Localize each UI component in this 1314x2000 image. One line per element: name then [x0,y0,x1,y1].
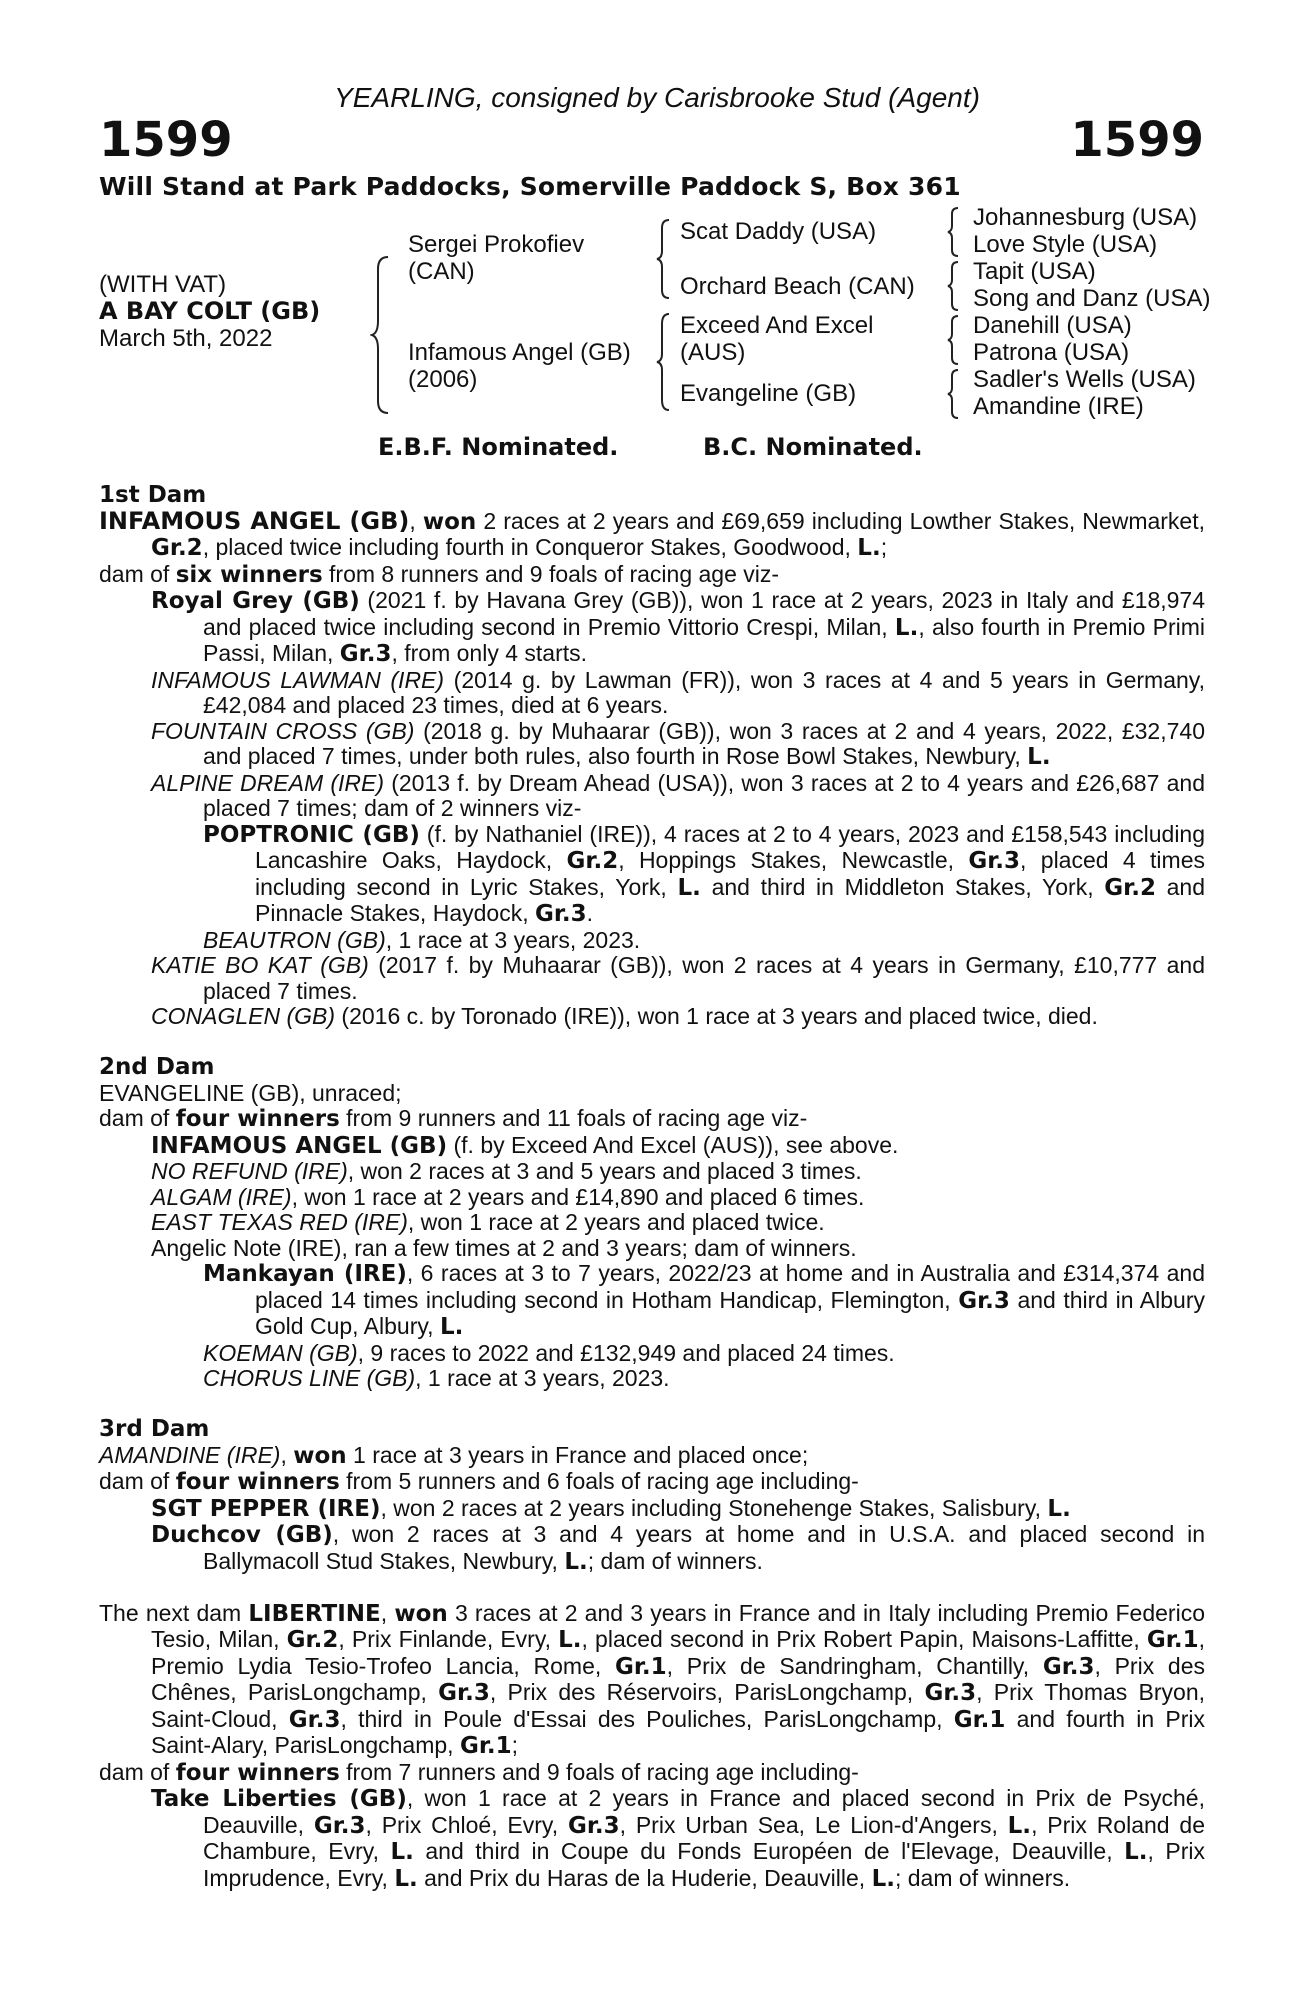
next-dam-produce-intro: dam of four winners from 7 runners and 9 foals of racing age including- [99,1758,859,1786]
second-dam-produce-intro: dam of four winners from 9 runners and 11 foals of racing age viz- [99,1105,808,1132]
foaling-date: March 5th, 2022 [99,325,273,352]
third-dam-produce-intro: dam of four winners from 5 runners and 6 foals of racing age including- [99,1468,859,1495]
pedigree-brace-main [370,255,392,415]
produce-katie-bo-kat: KATIE BO KAT (GB) (2017 f. by Muhaarar (GB)), won 2 races at 4 years in Germany, £10,777 and placed 7 times. [151,952,1206,1004]
produce-angelic-note: Angelic Note (IRE), ran a few times at 2 and 3 years; dam of winners. [151,1234,857,1261]
consignment-line: YEARLING, consigned by Carisbrooke Stud (Agent) [334,82,980,113]
pedigree-gg-4: Song and Danz (USA) [973,285,1211,312]
pedigree-gg-1: Johannesburg (USA) [973,204,1198,231]
first-dam-para: INFAMOUS ANGEL (GB), won 2 races at 2 years and £69,659 including Lowther Stakes, Newmarket, Gr.2, placed twice including fourth in Conqueror Stakes, Goodwood, L.; [99,506,1205,561]
ebf-nomination: E.B.F. Nominated. [378,433,619,461]
produce-alpine-dream: ALPINE DREAM (IRE) (2013 f. by Dream Ahead (USA)), won 3 races at 2 to 4 years and £26,687 and placed 7 times; dam of 2 winners viz- [151,769,1205,821]
first-dam-heading: 1st Dam [99,482,207,508]
pedigree-gg-3: Tapit (USA) [973,258,1096,285]
pedigree-braces-gg [946,206,962,446]
produce-fountain-cross: FOUNTAIN CROSS (GB) (2018 g. by Muhaarar (GB)), won 3 races at 2 and 4 years, 2022, £32,740 and placed 7 times, under both rules, also fourth in Rose Bowl Stakes, Newbury, L. [151,717,1205,770]
bc-nomination: B.C. Nominated. [703,433,923,461]
pedigree-gg-2: Love Style (USA) [973,231,1158,258]
pedigree-dam-sire: Exceed And Excel (AUS) [680,312,874,366]
third-dam-para: AMANDINE (IRE), won 1 race at 3 years in France and placed once; [99,1441,809,1469]
pedigree-gg-7: Sadler's Wells (USA) [973,366,1196,393]
second-dam-para: EVANGELINE (GB), unraced; [99,1079,402,1106]
lot-number-left: 1599 [99,112,233,168]
produce-take-liberties: Take Liberties (GB), won 1 race at 2 years in France and placed second in Prix de Psyché, Deauville, Gr.3, Prix Chloé, Evry, Gr.3, Prix Urban Sea, Le Lion-d'Angers, L., Prix Roland de Chambure, Evry, L. and third in Coupe du Fonds Européen de l'Elevage, Deauville, L., Prix Imprudence, Evry, L. and Prix du Haras de la Huderie, Deauville, L.; dam of winners. [151,1785,1206,1892]
produce-mankayan: Mankayan (IRE), 6 races at 3 to 7 years, 2022/23 at home and in Australia and £314,374 and placed 14 times including second in Hotham Handicap, Flemington, Gr.3 and third in Albury Gold Cup, Albury, L. [203,1260,1205,1340]
produce-infamous-lawman: INFAMOUS LAWMAN (IRE) (2014 g. by Lawman (FR)), won 3 races at 4 and 5 years in Germany, £42,084 and placed 23 times, died at 6 years. [151,666,1205,718]
pedigree-sire-sire: Scat Daddy (USA) [680,218,877,245]
produce-chorus-line: CHORUS LINE (GB), 1 race at 3 years, 2023. [203,1365,670,1391]
second-dam-heading: 2nd Dam [99,1054,215,1080]
pedigree-gg-5: Danehill (USA) [973,312,1132,339]
vat-note: (WITH VAT) [99,271,227,298]
produce-royal-grey: Royal Grey (GB) (2021 f. by Havana Grey (GB)), won 1 race at 2 years, 2023 in Italy and £18,974 and placed twice including second in Premio Vittorio Crespi, Milan, L., also fourth in Premio Primi Passi, Milan, Gr.3, from only 4 starts. [151,587,1206,667]
pedigree-sire: Sergei Prokofiev (CAN) [408,231,585,285]
horse-name: A BAY COLT (GB) [99,297,321,325]
produce-poptronic: POPTRONIC (GB) (f. by Nathaniel (IRE)), 4 races at 2 to 4 years, 2023 and £158,543 including Lancashire Oaks, Haydock, Gr.2, Hoppings Stakes, Newcastle, Gr.3, placed 4 times including second in Lyric Stakes, York, L. and third in Middleton Stakes, York, Gr.2 and Pinnacle Stakes, Haydock, Gr.3. [203,820,1206,927]
produce-duchcov: Duchcov (GB), won 2 races at 3 and 4 years at home and in U.S.A. and placed second in Ballymacoll Stud Stakes, Newbury, L.; dam of winners. [151,1521,1205,1575]
pedigree-gg-8: Amandine (IRE) [973,393,1144,420]
lot-number-right: 1599 [1070,112,1204,168]
produce-east-texas-red: EAST TEXAS RED (IRE), won 1 race at 2 years and placed twice. [151,1209,825,1235]
produce-koeman: KOEMAN (GB), 9 races to 2022 and £132,949 and placed 24 times. [203,1339,895,1366]
stand-location: Will Stand at Park Paddocks, Somerville Paddock S, Box 361 [99,172,961,201]
produce-no-refund: NO REFUND (IRE), won 2 races at 3 and 5 years and placed 3 times. [151,1158,862,1184]
produce-algam: ALGAM (IRE), won 1 race at 2 years and £14,890 and placed 6 times. [151,1183,865,1210]
catalogue-body [99,483,1205,1892]
produce-sgt-pepper: SGT PEPPER (IRE), won 2 races at 2 years including Stonehenge Stakes, Salisbury, L. [151,1494,1071,1522]
produce-infamous-angel: INFAMOUS ANGEL (GB) (f. by Exceed And Excel (AUS)), see above. [151,1131,899,1159]
produce-conaglen: CONAGLEN (GB) (2016 c. by Toronado (IRE)), won 1 race at 3 years and placed twice, died. [151,1003,1098,1029]
pedigree-sire-dam: Orchard Beach (CAN) [680,273,915,300]
pedigree-brace-sire [655,218,673,300]
produce-beautron: BEAUTRON (GB), 1 race at 3 years, 2023. [203,926,641,953]
next-dam-para: The next dam LIBERTINE, won 3 races at 2 and 3 years in France and in Italy including Premio Federico Tesio, Milan, Gr.2, Prix Finlande, Evry, L., placed second in Prix Robert Papin, Maisons-Laffitte, Gr.1, Premio Lydia Tesio-Trofeo Lancia, Rome, Gr.1, Prix de Sandringham, Chantilly, Gr.3, Prix des Chênes, ParisLongchamp, Gr.3, Prix des Réservoirs, ParisLongchamp, Gr.3, Prix Thomas Bryon, Saint-Cloud, Gr.3, third in Poule d'Essai des Pouliches, ParisLongchamp, Gr.1 and fourth in Prix Saint-Alary, ParisLongchamp, Gr.1; [99,1599,1206,1759]
pedigree-brace-dam [655,312,673,412]
pedigree-dam-dam: Evangeline (GB) [680,380,857,407]
first-dam-produce-intro: dam of six winners from 8 runners and 9 foals of racing age viz- [99,560,780,588]
third-dam-heading: 3rd Dam [99,1416,210,1442]
pedigree-gg-6: Patrona (USA) [973,339,1130,366]
pedigree-dam: Infamous Angel (GB) (2006) [408,339,631,393]
